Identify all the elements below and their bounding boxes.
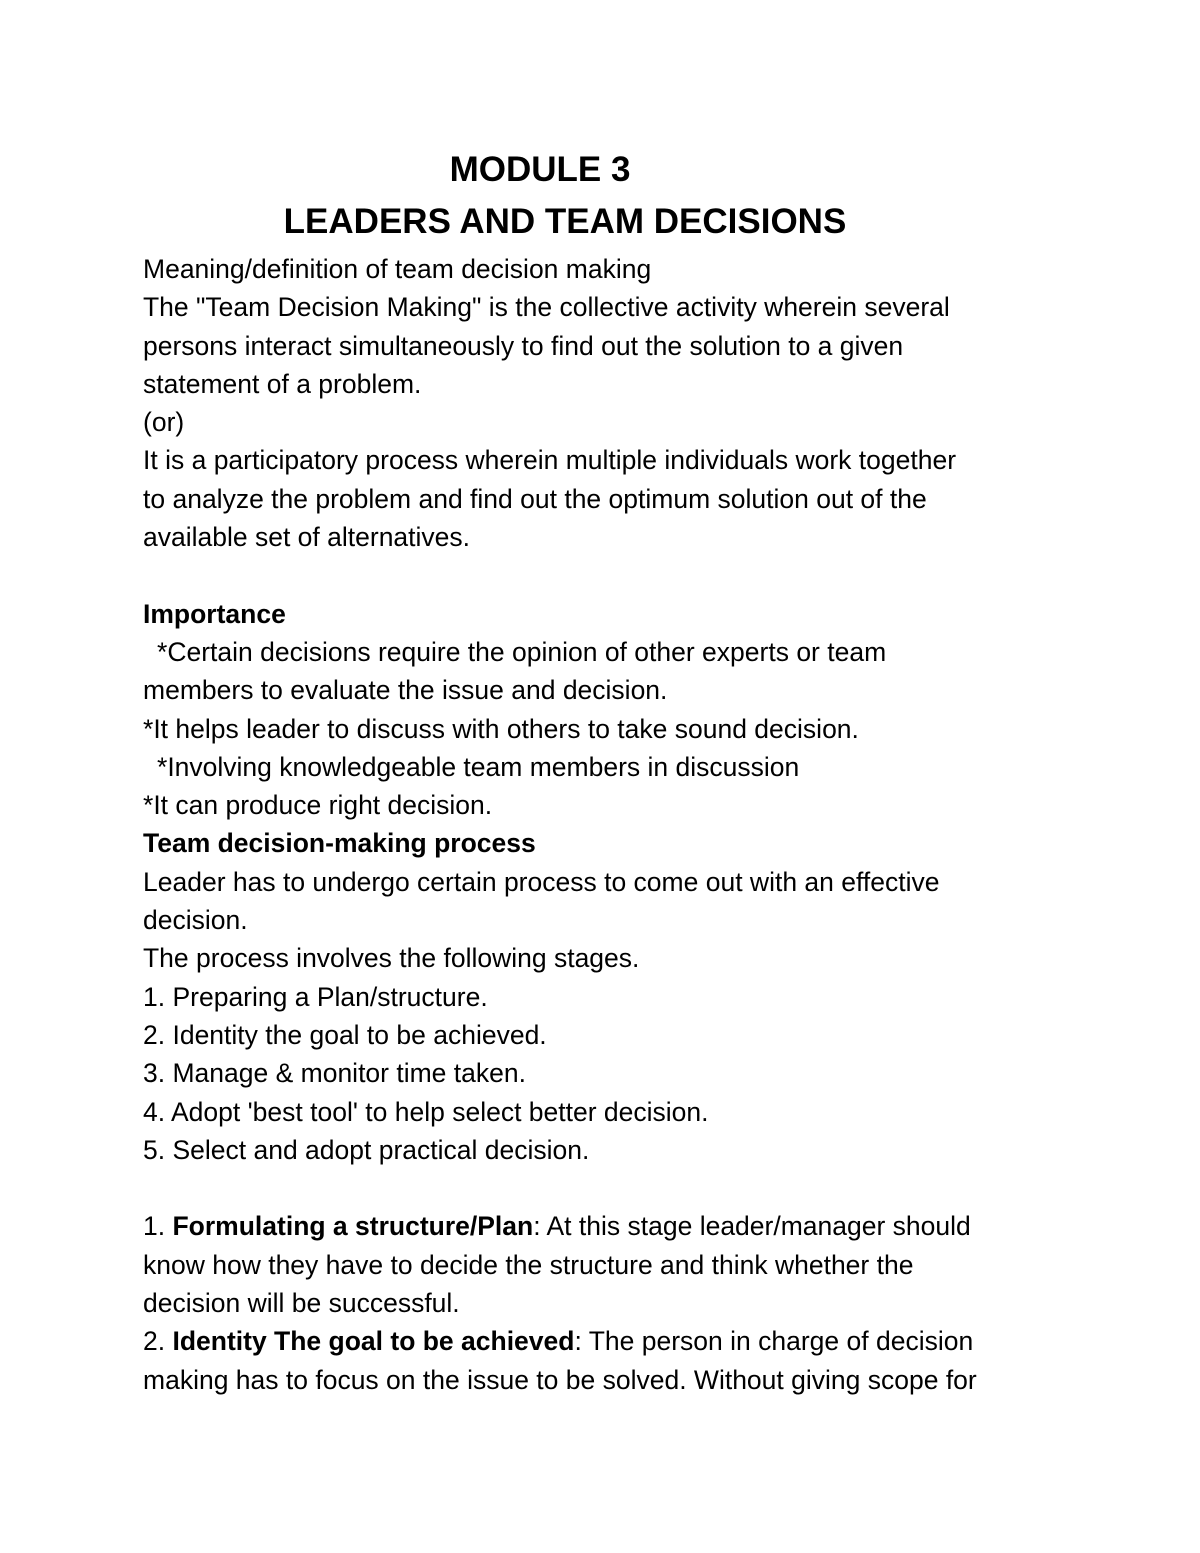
importance-point: *Involving knowledgeable team members in discussion xyxy=(157,751,800,782)
stage-detail-2 xyxy=(143,1322,1143,1360)
meaning-text-line: persons interact simultaneously to find out the solution to a given xyxy=(143,330,904,361)
stage-detail-text: : At this stage leader/manager should xyxy=(533,1211,971,1242)
stage-detail-term: Identity The goal to be achieved xyxy=(172,1326,575,1357)
stage-item: 2. Identity the goal to be achieved. xyxy=(143,1019,547,1050)
stage-detail-text-line: decision will be successful. xyxy=(143,1288,460,1319)
importance-point: *Certain decisions require the opinion of other experts or team xyxy=(157,636,887,667)
stage-item: 5. Select and adopt practical decision. xyxy=(143,1134,590,1165)
stage-detail-1 xyxy=(143,1207,1143,1245)
process-heading: Team decision-making process xyxy=(143,828,536,859)
process-intro-line: decision. xyxy=(143,905,248,936)
document-body xyxy=(143,250,1143,1399)
alt-definition-line: It is a participatory process wherein multiple individuals work together xyxy=(143,445,957,476)
importance-point: *It helps leader to discuss with others to take sound decision. xyxy=(143,713,859,744)
stage-item: 4. Adopt 'best tool' to help select better decision. xyxy=(143,1096,709,1127)
importance-heading: Importance xyxy=(143,598,286,629)
meaning-heading: Meaning/definition of team decision making xyxy=(143,254,652,284)
alt-definition-line: available set of alternatives. xyxy=(143,522,471,553)
process-intro-line: Leader has to undergo certain process to come out with an effective xyxy=(143,866,940,897)
stage-detail-number: 1. xyxy=(143,1211,173,1242)
module-subtitle: LEADERS AND TEAM DECISIONS xyxy=(283,202,847,241)
stage-item: 3. Manage & monitor time taken. xyxy=(143,1058,526,1089)
process-intro-line: The process involves the following stages. xyxy=(143,943,640,974)
stage-detail-number: 2. xyxy=(143,1326,173,1357)
importance-point: members to evaluate the issue and decision. xyxy=(143,675,668,706)
stage-detail-text-line: making has to focus on the issue to be solved. Without giving scope for xyxy=(143,1364,977,1395)
stage-detail-text: : The person in charge of decision xyxy=(574,1326,974,1357)
stage-detail-text-line: know how they have to decide the structure and think whether the xyxy=(143,1249,914,1280)
module-title: MODULE 3 xyxy=(449,150,631,189)
spacer xyxy=(143,1169,1143,1207)
meaning-text-line: statement of a problem. xyxy=(143,368,422,399)
stage-detail-term: Formulating a structure/Plan xyxy=(172,1211,534,1242)
alt-definition-line: to analyze the problem and find out the optimum solution out of the xyxy=(143,483,927,514)
or-text: (or) xyxy=(143,407,185,438)
meaning-text-line: The "Team Decision Making" is the collective activity wherein several xyxy=(143,292,950,323)
importance-point: *It can produce right decision. xyxy=(143,790,493,821)
stage-item: 1. Preparing a Plan/structure. xyxy=(143,981,488,1012)
spacer xyxy=(143,556,1143,594)
